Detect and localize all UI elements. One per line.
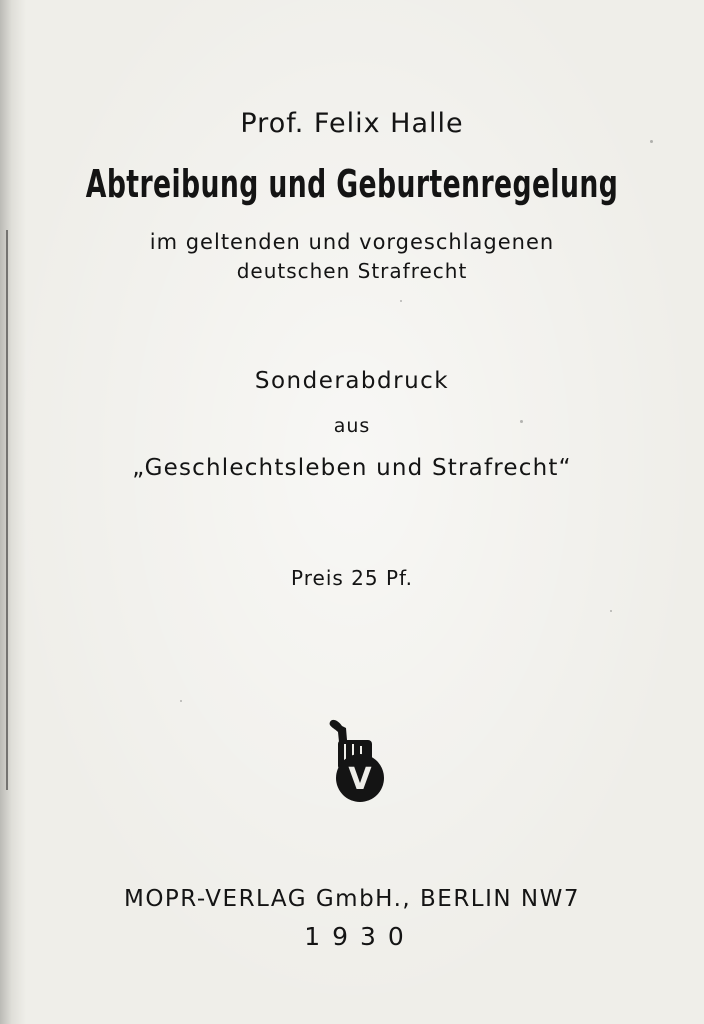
paper-speck — [180, 700, 182, 702]
author-name: Prof. Felix Halle — [240, 108, 464, 139]
source-title: „Geschlechtsleben und Strafrecht“ — [132, 455, 572, 481]
logo-letter: V — [348, 762, 372, 797]
from-label: aus — [333, 415, 371, 437]
special-print-label: Sonderabdruck — [254, 368, 450, 394]
publisher-hand-v-emblem-icon — [322, 712, 396, 804]
paper-speck — [610, 610, 612, 612]
publisher-imprint: MOPR-VERLAG GmbH., BERLIN NW7 — [123, 886, 580, 912]
subtitle-line-2: deutschen Strafrecht — [236, 259, 468, 283]
paper-speck — [400, 300, 402, 302]
book-title: Abtreibung und Geburtenregelung — [85, 162, 619, 206]
binding-line — [6, 230, 8, 790]
binding-edge — [0, 0, 26, 1024]
publication-year: 1930 — [304, 922, 416, 951]
paper-speck — [650, 140, 653, 143]
price-label: Preis 25 Pf. — [291, 566, 413, 590]
subtitle-line-1: im geltenden und vorgeschlagenen — [149, 230, 555, 254]
